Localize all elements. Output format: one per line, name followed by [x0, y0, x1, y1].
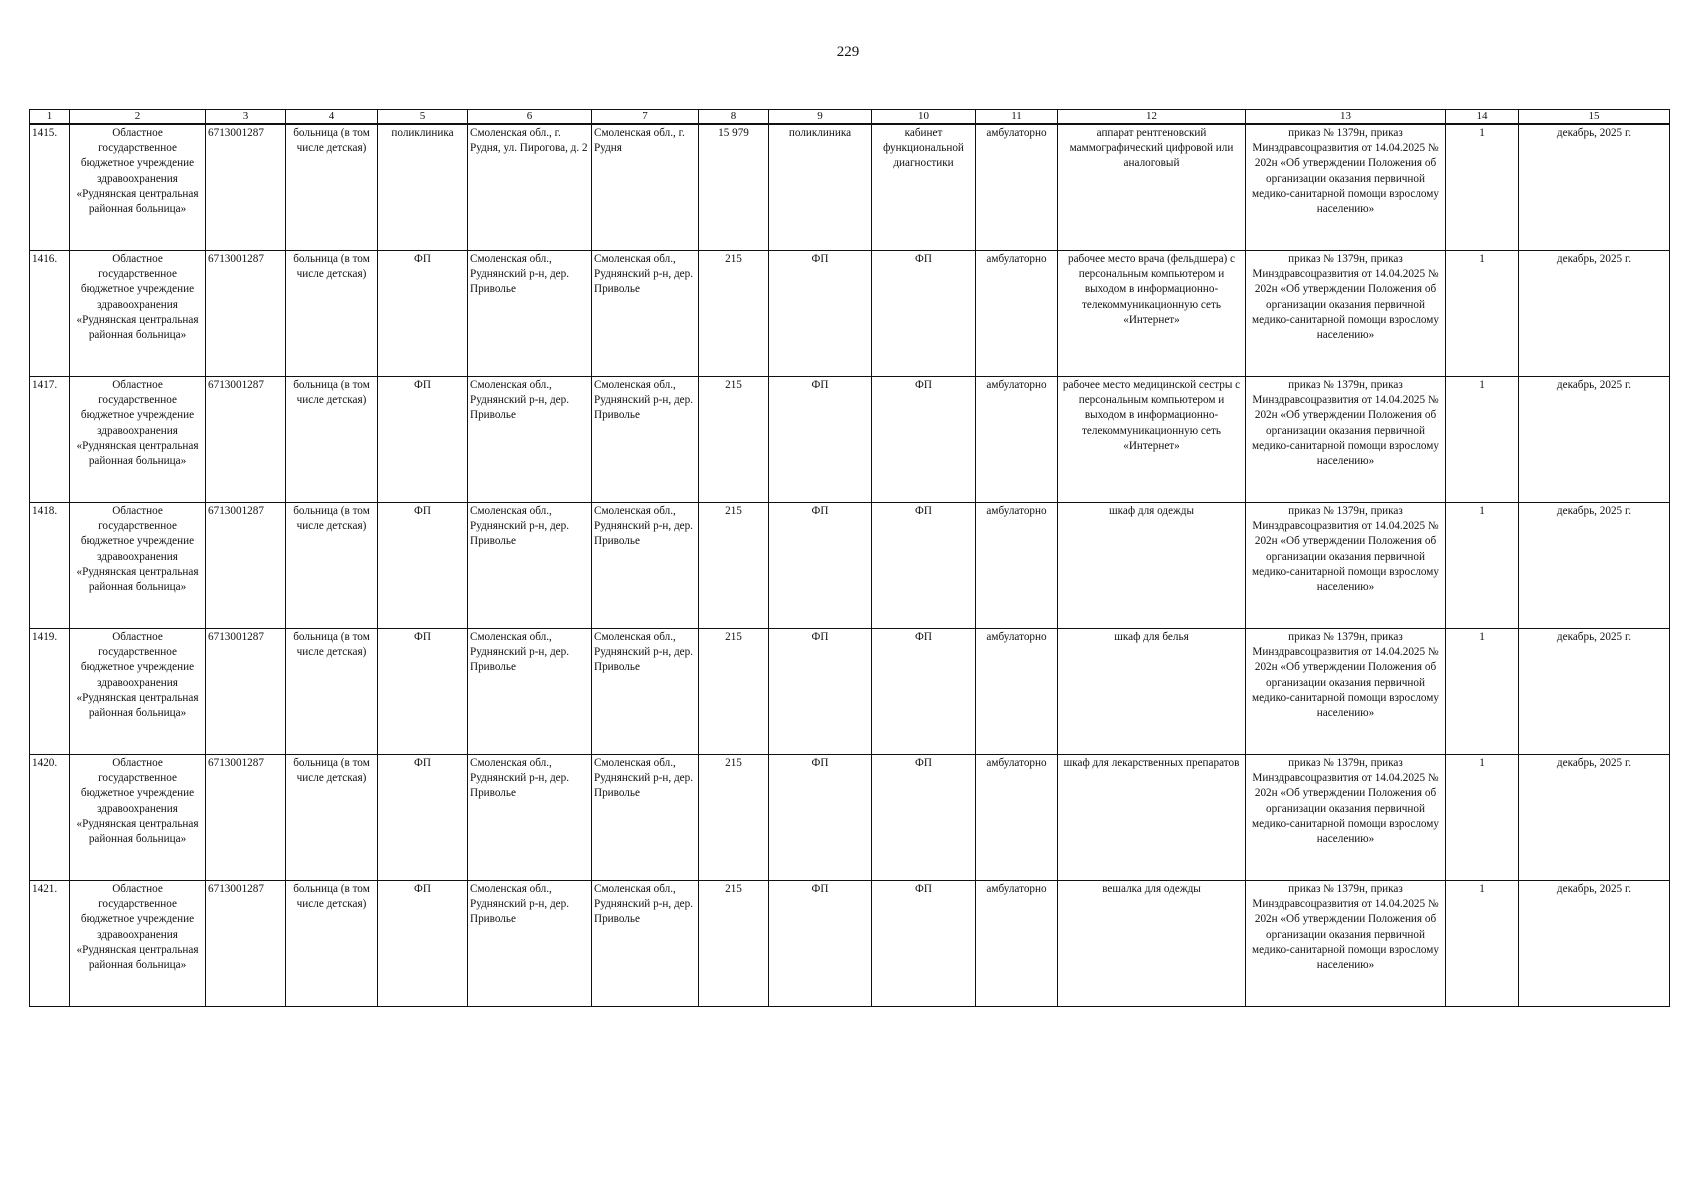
- column-header: 4: [286, 110, 378, 125]
- locality-address: Смоленская обл., Руднянский р-н, дер. Приволье: [592, 377, 699, 503]
- facility-address: Смоленская обл., Руднянский р-н, дер. Приволье: [468, 755, 592, 881]
- subdivision: ФП: [378, 629, 468, 755]
- column-header: 14: [1446, 110, 1519, 125]
- organization-name: Областное государственное бюджетное учреждение здравоохранения «Руднянская центральная районная больница»: [70, 881, 206, 1007]
- facility-address: Смоленская обл., Руднянский р-н, дер. Приволье: [468, 377, 592, 503]
- legal-basis: приказ № 1379н, приказ Минздравсоцразвития от 14.04.2025 № 202н «Об утверждении Положения об организации оказания первичной медико-санитарной помощи взрослому населению»: [1246, 377, 1446, 503]
- facility-address: Смоленская обл., Руднянский р-н, дер. Приволье: [468, 629, 592, 755]
- subdivision-type: ФП: [769, 755, 872, 881]
- department: ФП: [872, 377, 976, 503]
- organization-name: Областное государственное бюджетное учреждение здравоохранения «Руднянская центральная районная больница»: [70, 251, 206, 377]
- subdivision-type: поликлиника: [769, 124, 872, 251]
- locality-address: Смоленская обл., Руднянский р-н, дер. Приволье: [592, 881, 699, 1007]
- column-header: 1: [30, 110, 70, 125]
- row-number: 1417.: [30, 377, 70, 503]
- inn-code: 6713001287: [206, 251, 286, 377]
- column-header: 5: [378, 110, 468, 125]
- facility-type: больница (в том числе детская): [286, 124, 378, 251]
- table-row: [30, 377, 1670, 503]
- row-number: 1419.: [30, 629, 70, 755]
- population-count: 215: [699, 251, 769, 377]
- equipment-name: шкаф для белья: [1058, 629, 1246, 755]
- table-row: [30, 124, 1670, 251]
- subdivision-type: ФП: [769, 377, 872, 503]
- care-mode: амбулаторно: [976, 881, 1058, 1007]
- subdivision: ФП: [378, 503, 468, 629]
- legal-basis: приказ № 1379н, приказ Минздравсоцразвития от 14.04.2025 № 202н «Об утверждении Положения об организации оказания первичной медико-санитарной помощи взрослому населению»: [1246, 503, 1446, 629]
- delivery-date: декабрь, 2025 г.: [1519, 755, 1670, 881]
- inn-code: 6713001287: [206, 503, 286, 629]
- subdivision: ФП: [378, 755, 468, 881]
- facility-address: Смоленская обл., г. Рудня, ул. Пирогова, д. 2: [468, 124, 592, 251]
- equipment-name: рабочее место врача (фельдшера) с персональным компьютером и выходом в информационно-телекоммуникационную сеть «Интернет»: [1058, 251, 1246, 377]
- facility-address: Смоленская обл., Руднянский р-н, дер. Приволье: [468, 503, 592, 629]
- care-mode: амбулаторно: [976, 377, 1058, 503]
- subdivision-type: ФП: [769, 881, 872, 1007]
- quantity: 1: [1446, 377, 1519, 503]
- population-count: 215: [699, 881, 769, 1007]
- equipment-name: аппарат рентгеновский маммографический цифровой или аналоговый: [1058, 124, 1246, 251]
- equipment-name: рабочее место медицинской сестры с персональным компьютером и выходом в информационно-телекоммуникационную сеть «Интернет»: [1058, 377, 1246, 503]
- table-row: [30, 881, 1670, 1007]
- subdivision: ФП: [378, 251, 468, 377]
- locality-address: Смоленская обл., Руднянский р-н, дер. Приволье: [592, 755, 699, 881]
- table-row: [30, 755, 1670, 881]
- quantity: 1: [1446, 124, 1519, 251]
- inn-code: 6713001287: [206, 377, 286, 503]
- row-number: 1418.: [30, 503, 70, 629]
- equipment-name: вешалка для одежды: [1058, 881, 1246, 1007]
- department: ФП: [872, 881, 976, 1007]
- column-header: 11: [976, 110, 1058, 125]
- organization-name: Областное государственное бюджетное учреждение здравоохранения «Руднянская центральная районная больница»: [70, 629, 206, 755]
- population-count: 215: [699, 629, 769, 755]
- facility-address: Смоленская обл., Руднянский р-н, дер. Приволье: [468, 251, 592, 377]
- legal-basis: приказ № 1379н, приказ Минздравсоцразвития от 14.04.2025 № 202н «Об утверждении Положения об организации оказания первичной медико-санитарной помощи взрослому населению»: [1246, 629, 1446, 755]
- column-number-row: [30, 110, 1670, 125]
- legal-basis: приказ № 1379н, приказ Минздравсоцразвития от 14.04.2025 № 202н «Об утверждении Положения об организации оказания первичной медико-санитарной помощи взрослому населению»: [1246, 755, 1446, 881]
- facility-type: больница (в том числе детская): [286, 377, 378, 503]
- equipment-name: шкаф для лекарственных препаратов: [1058, 755, 1246, 881]
- locality-address: Смоленская обл., Руднянский р-н, дер. Приволье: [592, 251, 699, 377]
- quantity: 1: [1446, 881, 1519, 1007]
- row-number: 1415.: [30, 124, 70, 251]
- legal-basis: приказ № 1379н, приказ Минздравсоцразвития от 14.04.2025 № 202н «Об утверждении Положения об организации оказания первичной медико-санитарной помощи взрослому населению»: [1246, 124, 1446, 251]
- quantity: 1: [1446, 629, 1519, 755]
- column-header: 6: [468, 110, 592, 125]
- row-number: 1420.: [30, 755, 70, 881]
- column-header: 9: [769, 110, 872, 125]
- subdivision: ФП: [378, 881, 468, 1007]
- column-header: 8: [699, 110, 769, 125]
- column-header: 15: [1519, 110, 1670, 125]
- quantity: 1: [1446, 251, 1519, 377]
- locality-address: Смоленская обл., Руднянский р-н, дер. Приволье: [592, 503, 699, 629]
- care-mode: амбулаторно: [976, 251, 1058, 377]
- column-header: 12: [1058, 110, 1246, 125]
- subdivision: поликлиника: [378, 124, 468, 251]
- organization-name: Областное государственное бюджетное учреждение здравоохранения «Руднянская центральная районная больница»: [70, 124, 206, 251]
- quantity: 1: [1446, 755, 1519, 881]
- row-number: 1416.: [30, 251, 70, 377]
- legal-basis: приказ № 1379н, приказ Минздравсоцразвития от 14.04.2025 № 202н «Об утверждении Положения об организации оказания первичной медико-санитарной помощи взрослому населению»: [1246, 251, 1446, 377]
- column-header: 2: [70, 110, 206, 125]
- table-row: [30, 503, 1670, 629]
- locality-address: Смоленская обл., Руднянский р-н, дер. Приволье: [592, 629, 699, 755]
- inn-code: 6713001287: [206, 629, 286, 755]
- department: кабинет функциональной диагностики: [872, 124, 976, 251]
- facility-type: больница (в том числе детская): [286, 629, 378, 755]
- population-count: 215: [699, 377, 769, 503]
- delivery-date: декабрь, 2025 г.: [1519, 124, 1670, 251]
- quantity: 1: [1446, 503, 1519, 629]
- subdivision-type: ФП: [769, 251, 872, 377]
- population-count: 215: [699, 503, 769, 629]
- facility-type: больница (в том числе детская): [286, 881, 378, 1007]
- legal-basis: приказ № 1379н, приказ Минздравсоцразвития от 14.04.2025 № 202н «Об утверждении Положения об организации оказания первичной медико-санитарной помощи взрослому населению»: [1246, 881, 1446, 1007]
- delivery-date: декабрь, 2025 г.: [1519, 881, 1670, 1007]
- delivery-date: декабрь, 2025 г.: [1519, 503, 1670, 629]
- organization-name: Областное государственное бюджетное учреждение здравоохранения «Руднянская центральная районная больница»: [70, 755, 206, 881]
- inn-code: 6713001287: [206, 881, 286, 1007]
- care-mode: амбулаторно: [976, 629, 1058, 755]
- organization-name: Областное государственное бюджетное учреждение здравоохранения «Руднянская центральная районная больница»: [70, 377, 206, 503]
- page-number: 229: [836, 44, 860, 60]
- column-header: 10: [872, 110, 976, 125]
- row-number: 1421.: [30, 881, 70, 1007]
- facility-type: больница (в том числе детская): [286, 755, 378, 881]
- care-mode: амбулаторно: [976, 755, 1058, 881]
- delivery-date: декабрь, 2025 г.: [1519, 251, 1670, 377]
- subdivision-type: ФП: [769, 629, 872, 755]
- table-row: [30, 251, 1670, 377]
- organization-name: Областное государственное бюджетное учреждение здравоохранения «Руднянская центральная районная больница»: [70, 503, 206, 629]
- department: ФП: [872, 755, 976, 881]
- facility-type: больница (в том числе детская): [286, 251, 378, 377]
- delivery-date: декабрь, 2025 г.: [1519, 377, 1670, 503]
- column-header: 7: [592, 110, 699, 125]
- inn-code: 6713001287: [206, 755, 286, 881]
- column-header: 3: [206, 110, 286, 125]
- department: ФП: [872, 251, 976, 377]
- population-count: 215: [699, 755, 769, 881]
- equipment-table: [29, 109, 1670, 1007]
- column-header: 13: [1246, 110, 1446, 125]
- facility-address: Смоленская обл., Руднянский р-н, дер. Приволье: [468, 881, 592, 1007]
- population-count: 15 979: [699, 124, 769, 251]
- department: ФП: [872, 503, 976, 629]
- care-mode: амбулаторно: [976, 124, 1058, 251]
- subdivision: ФП: [378, 377, 468, 503]
- equipment-name: шкаф для одежды: [1058, 503, 1246, 629]
- facility-type: больница (в том числе детская): [286, 503, 378, 629]
- delivery-date: декабрь, 2025 г.: [1519, 629, 1670, 755]
- table-row: [30, 629, 1670, 755]
- inn-code: 6713001287: [206, 124, 286, 251]
- department: ФП: [872, 629, 976, 755]
- subdivision-type: ФП: [769, 503, 872, 629]
- care-mode: амбулаторно: [976, 503, 1058, 629]
- locality-address: Смоленская обл., г. Рудня: [592, 124, 699, 251]
